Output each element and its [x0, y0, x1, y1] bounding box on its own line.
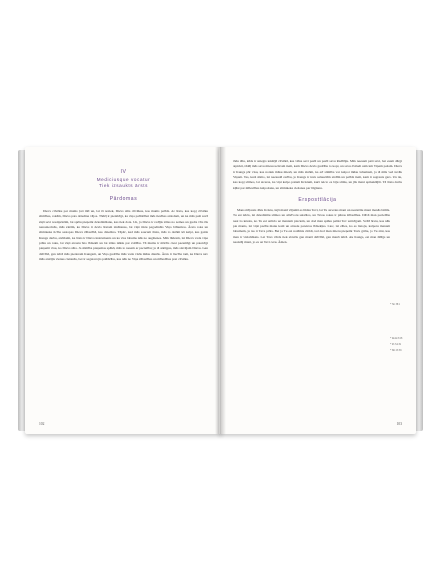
book-spine-shadow	[215, 147, 226, 434]
chapter-title-latin: Mediciusque vocatur	[96, 177, 151, 182]
body-text: Dievs cilvēku par mums ļoti mīl un, lai tā notiek, Dievs sūta cilvēkus, kas mums palīdz. Ar ārsta, kas kopj cilvēku slimības, rokām, Dievs pats dziedina vājos. Tādēļ ir pienācīgi, ka viņa palīdzībai mēs tiesības atdodam, un ka mēs paši savā ziņā sevi nostiprinām, lai spētu pieņemt dziedināšanu, kas tiek dota. Un, ja Dievs ir radījis zāles no zemes un gudrs vīrs tās nenoniecinās, mēs zinām, ka Dievs ir devis ārstam zināšanas, lai viņš tiktu pagodināts Viņa brīnumos. Ārsta roka un slimnieka ticība sastopas Dieva žēlastībā, kas dziedina. Tāpēc, kad mēs saucam ārstu, mēs to darām kā kalpi, kas gaida Kunga darbu, atzīdami, ka ārsts ir Dieva instruments un ka viss labums nāk no augšienes. Mēs lūdzam, lai Dievs vada viņa prātu un roku, lai viņš atrastu īsto līdzekli un lai zāles nāktu par svētību. Tā mums ir mācīts ciest pazemīgi un pateicīgi pieņemt visu, ko Dievs sūta. Ja slimība pieņemas spēkā, mēs to nesam ar pacietību; ja tā atkāpjas, mēs slavējam Dievu. Gan dzīvībā, gan nāvē mēs piederam Kungam, un Viņa gudrība mūs vada visās mūsu dienās. Ārsts ir liecība tam, ka Dievs nav mūs atstājis vienus ciešanās, bet ir sagatavojis palīdzību, kas nāk no Viņa žēlastības un mīlestības pret cilvēku.	[39, 209, 208, 262]
chapter-number: IV	[120, 169, 127, 175]
right-page-stack	[415, 150, 423, 431]
chapter-title: Tiek izsaukts ārsts	[98, 183, 148, 188]
right-page	[219, 147, 416, 434]
section-heading: Pārdomas	[109, 196, 138, 202]
left-page	[25, 147, 222, 434]
page-number: 103	[396, 422, 402, 426]
body-text-bottom: Mans mīļotais Jēzu Kristu, šajā manā vājumā es lūdzu Tevi, lai Tu atceries mani un neatstātu mani manās bēdās. Tu esi nācis, lai dziedinātu slimos un atbrīvotu saistītos, un Tavas rokas ir pilnas žēlastības. Dāvā man pacietību nest šo krustu, ko Tu esi uzlicis uz maniem pleciem, un dod man spēku palikt Tev uzticīgam. Svētī ārstu, kas nāk pie manis, lai viņš pazītu manu kaiti un atrastu pareizos līdzekļus. Liec, lai zāles, ko es lietoju, kalpotu manam labumam, ja tas ir Tavs prāts. Bet ja Tu esi nolēmis citādi, tad dod man mieru pieņemt Tavu gribu, jo Tu zini, kas man ir vislabākais. Lai Tavs vārds tiek slavēts gan manā dzīvībā, gan manā nāvē. Ak Kungs, esi man žēlīgs un neatstāj mani, jo es uz Tevi ceru. Āmen.	[233, 208, 390, 245]
margin-note: * Mt 25:36	[390, 349, 402, 352]
margin-note: * Sir 38:1	[390, 303, 401, 306]
open-book	[22, 147, 419, 434]
margin-note: * Ps 34:19	[390, 343, 401, 346]
section-heading: Ersposttlācija	[298, 197, 337, 204]
margin-notes	[390, 303, 410, 355]
page-number: 102	[39, 422, 45, 426]
margin-note: * Rom 8:28	[390, 337, 403, 340]
body-text-top: tādu tēlu, kāds ir sniegts iekšējā cilvēkā, kas vēlas sevi pazīt un pazīt savu Radītāju. Mēs neesam paši savi, bet esam dārgi atpirkti, tādēļ mēs savu miesu uzticam tiem, kam Dievs devis gudrību to kopt, un savu dvēseli uzticam Viņam pašam. Dievs ir Kungs pār visu, kas notiek mūsu miesā, un mēs zinām, ka arī slimība var kalpot mūsu labumam, ja tā mūs ved tuvāk Viņam. Tas, kurš slimo, lai nezaudē cerību, jo Kungs ir tuvu salauztām sirdīm un palīdz tiem, kam ir sagrauts gars. Un tie, kas kopj slimos, lai atceras, ka viņi kalpo pašam Kristum, kurš teica: es biju slims, un jūs mani apmeklējāt. Tā ārsta darbs kļūst par mīlestības kalpošanu, un slimnieka ciešanas par lūgšanu.	[233, 159, 402, 190]
